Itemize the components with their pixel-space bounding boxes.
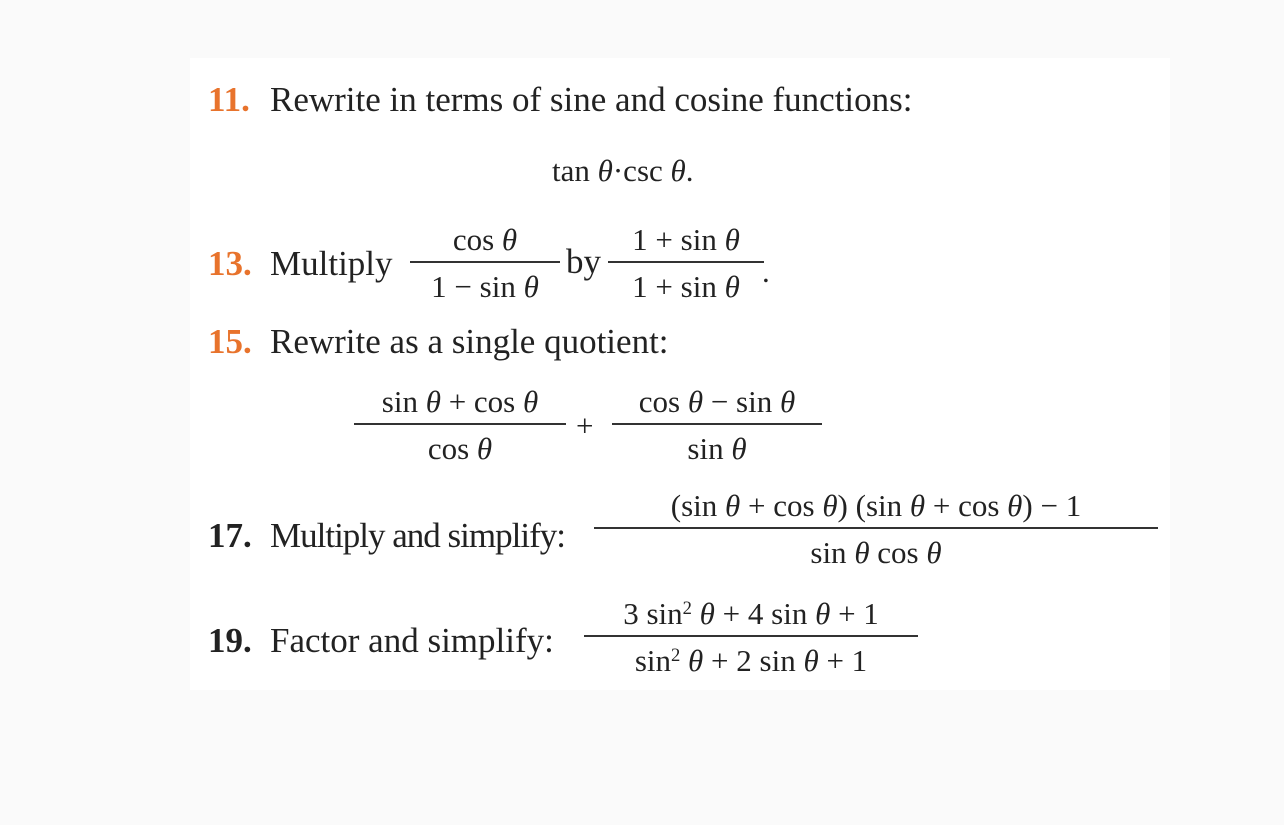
problem-19-number: 19. [208, 621, 252, 660]
problem-19-fraction [584, 598, 918, 676]
problem-19-text: Factor and simplify: [270, 621, 554, 660]
problem-15-fraction-2-numerator: cos θ − sin θ [638, 384, 796, 419]
problem-17-text: Multiply and simplify: [270, 516, 565, 555]
problem-17-number: 17. [208, 516, 252, 555]
problem-13-fraction-1-numerator: cos θ [452, 222, 518, 257]
problem-19-fraction-numerator: 3 $\sin^2 \theta + 4$ sin θ + 1 [623, 596, 879, 631]
problem-13-connector: by [566, 242, 601, 281]
problem-17-fraction-denominator: sin θ cos θ [810, 535, 942, 570]
problem-15-text: Rewrite as a single quotient: [270, 322, 669, 361]
problem-15-fraction-2 [612, 386, 822, 464]
problem-13-fraction-1 [410, 224, 560, 302]
problem-19-fraction-denominator: $\sin^2 \theta + 2$ sin θ + 1 [634, 643, 868, 678]
problem-13-fraction-2-denominator: 1 + sin θ [632, 269, 740, 304]
problem-11-text: Rewrite in terms of sine and cosine functions: [270, 80, 913, 119]
problem-15-number: 15. [208, 322, 252, 361]
problem-13-fraction-2-numerator: 1 + sin θ [632, 222, 740, 257]
problem-15-fraction-1 [354, 386, 566, 464]
problem-15-operator: + [576, 408, 594, 443]
problem-13-fraction-1-denominator: 1 − sin θ [431, 269, 539, 304]
problem-15-fraction-1-numerator: sin θ + cos θ [381, 384, 539, 419]
problem-13-fraction-2 [608, 224, 764, 302]
problem-17-fraction [594, 490, 1158, 568]
exercise-card [190, 58, 1170, 690]
problem-15-fraction-1-denominator: cos θ [427, 431, 493, 466]
problem-11-expression: tan θ·csc θ. [552, 153, 694, 188]
problem-13-number: 13. [208, 244, 252, 283]
problem-11-number: 11. [208, 80, 250, 119]
problem-13-lead: Multiply [270, 244, 393, 283]
problem-13-end-period: . [762, 254, 770, 289]
problem-15-fraction-2-denominator: sin θ [687, 431, 747, 466]
problem-17-fraction-numerator: (sin θ + cos θ) (sin θ + cos θ) − 1 [670, 488, 1082, 523]
